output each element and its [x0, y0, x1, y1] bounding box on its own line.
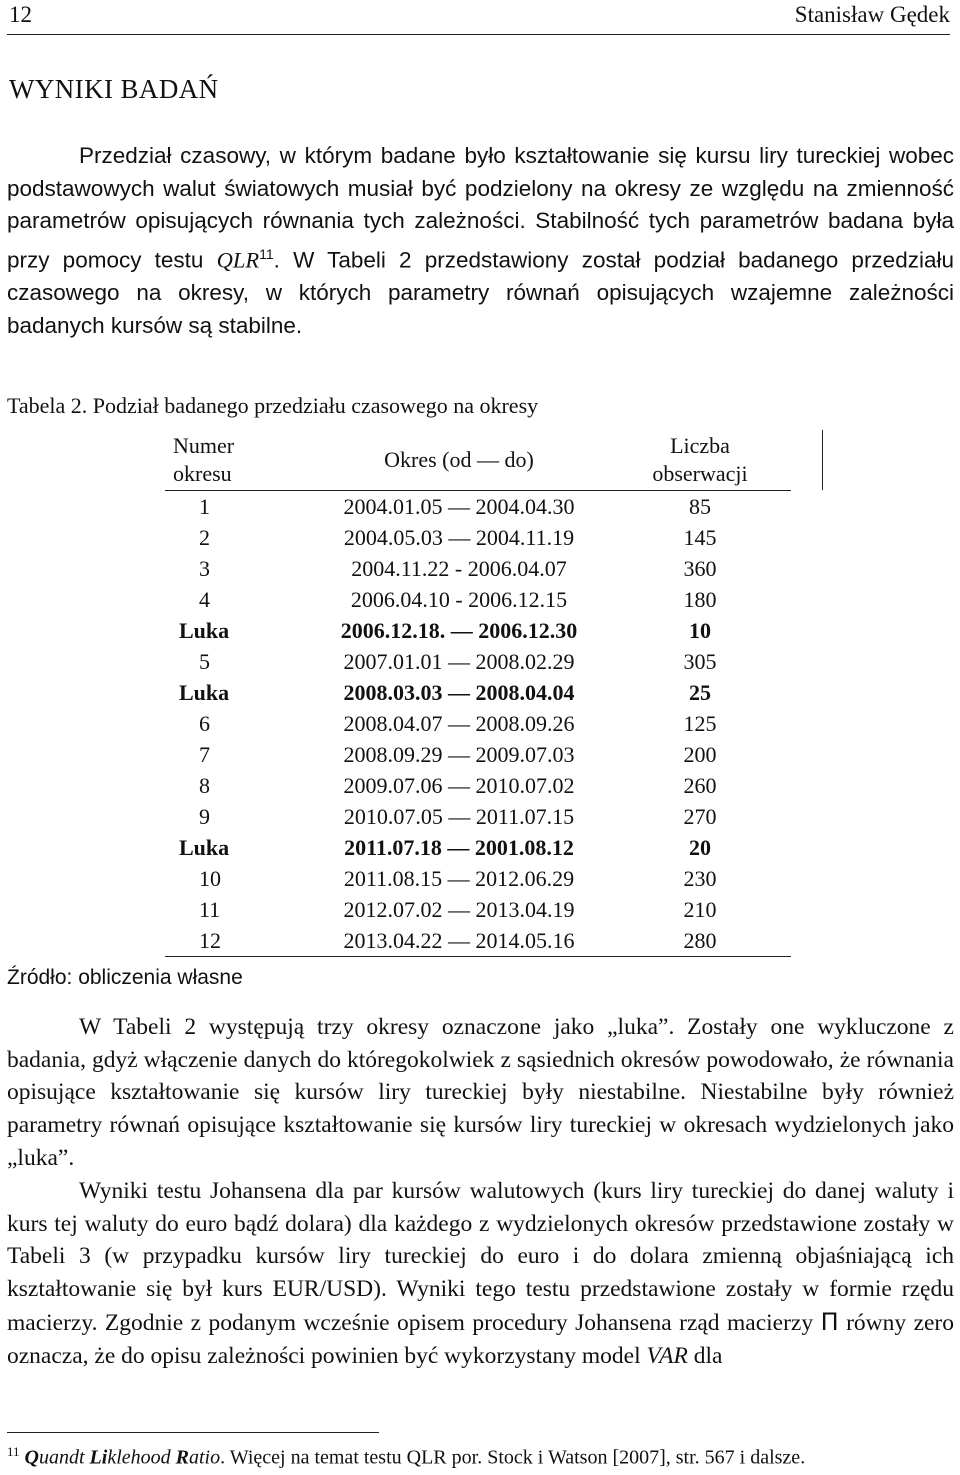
paragraph-johansen: Wyniki testu Johansena dla par kursów walutowych (kurs liry tureckiej do danej waluty i kurs tej waluty do euro bądź dolara) dla każdego z wydzielonych okresów przedstawione zostały w Tabeli 3 (w przypadku kursów liry tureckiej do euro i do dolara zmienną objaśniającą ich kształtowanie się był kurs EUR/USD). Wyniki tego testu przedstawione zostały w formie rzędu macierzy. Zgodnie z podanym wcześnie opisem procedury Johansena rząd macierzy Π równy zero oznacza, że do opisu zależności powinien być wykorzystany model VAR dla — [7, 1178, 955, 1369]
header-observations: Liczba obserwacji — [609, 430, 791, 491]
cell-period-number: 6 — [199, 711, 210, 736]
cell-period-range: 2004.01.05 — 2004.04.30 — [343, 494, 575, 519]
cell-period-number: 11 — [199, 897, 221, 922]
table-caption: Tabela 2. Podział badanego przedziału czasowego na okresy — [7, 393, 539, 418]
cell-period-number: 10 — [199, 866, 221, 891]
cell-observations: 10 — [689, 618, 711, 643]
cell-period-range: 2011.07.18 — 2001.08.12 — [344, 835, 574, 860]
table-row — [165, 770, 791, 801]
cell-period-number: 4 — [199, 587, 210, 612]
table-row — [165, 894, 791, 925]
cell-period-number: 12 — [165, 925, 309, 957]
cell-period-range: 2006.04.10 - 2006.12.15 — [350, 587, 568, 612]
cell-period-range: 2011.08.15 — 2012.06.29 — [343, 866, 575, 891]
cell-period-range: 2004.11.22 - 2006.04.07 — [351, 556, 567, 581]
table-row-gap — [165, 832, 791, 863]
page-header — [7, 0, 950, 35]
cell-observations: 280 — [609, 925, 791, 957]
cell-observations: 305 — [683, 649, 717, 674]
periods-table — [165, 430, 791, 957]
table-row — [165, 553, 791, 584]
cell-period-number: Luka — [179, 618, 230, 643]
cell-observations: 270 — [683, 804, 717, 829]
cell-period-range: 2013.04.22 — 2014.05.16 — [309, 925, 609, 957]
cell-period-range: 2008.04.07 — 2008.09.26 — [343, 711, 575, 736]
footnote: $^{11}$ Quandt Liklehood Ratio. Więcej na temat testu QLR por. Stock i Watson [2007], str. 567 i dalsze. — [7, 1444, 806, 1469]
cell-period-range: 2007.01.01 — 2008.02.29 — [343, 649, 575, 674]
table-row — [165, 925, 791, 957]
cell-observations: 260 — [683, 773, 717, 798]
cell-period-number: 1 — [199, 494, 210, 519]
cell-observations: 180 — [683, 587, 717, 612]
cell-period-number: Luka — [179, 835, 230, 860]
cell-observations: 25 — [689, 680, 711, 705]
cell-observations: 145 — [683, 525, 717, 550]
table-row — [165, 522, 791, 553]
cell-observations: 360 — [683, 556, 717, 581]
table-border-right — [822, 430, 823, 490]
page-number: 12 — [9, 2, 32, 27]
table-row-gap — [165, 615, 791, 646]
cell-observations: 230 — [683, 866, 717, 891]
cell-period-number: 3 — [199, 556, 210, 581]
paragraph-intro: Przedział czasowy, w którym badane było kształtowanie się kursu liry tureckiej wobec podstawowych walut światowych musiał być podzielony na okresy ze względu na zmienność parametrów opisujących równania tych zależności. Stabilność tych parametrów badana była przy pomocy testu QLR$^{11}$. W Tabeli 2 przedstawiony został podział badanego przedziału czasowego na okresy, w których parametry równań opisujących wzajemne zależności badanych kursów są stabilne. — [7, 143, 954, 339]
cell-period-range: 2009.07.06 — 2010.07.02 — [343, 773, 575, 798]
table-row — [165, 646, 791, 677]
table-row-gap — [165, 677, 791, 708]
table-row — [165, 584, 791, 615]
qlr-term: QLR — [216, 247, 260, 273]
pi-symbol: Π — [820, 1307, 839, 1336]
running-author: Stanisław Gędek — [794, 2, 950, 27]
header-period-number: Numer okresu — [165, 430, 309, 491]
cell-period-range: 2010.07.05 — 2011.07.15 — [343, 804, 575, 829]
cell-period-number: 9 — [199, 804, 210, 829]
footnote-ref: 11 — [259, 246, 274, 263]
cell-period-number: 5 — [199, 649, 210, 674]
cell-observations: 125 — [683, 711, 717, 736]
cell-period-range: 2008.09.29 — 2009.07.03 — [343, 742, 575, 767]
cell-observations: 200 — [683, 742, 717, 767]
table-source: Źródło: obliczenia własne — [7, 966, 243, 989]
table-row — [165, 491, 791, 523]
table-row — [165, 739, 791, 770]
cell-period-number: 7 — [199, 742, 210, 767]
table-row — [165, 708, 791, 739]
cell-period-number: 2 — [199, 525, 210, 550]
cell-period-number: 8 — [199, 773, 210, 798]
footnote-divider — [7, 1432, 379, 1433]
table-row — [165, 801, 791, 832]
table-row — [165, 863, 791, 894]
var-term: VAR — [646, 1342, 688, 1369]
cell-period-range: 2008.03.03 — 2008.04.04 — [343, 680, 575, 705]
paragraph-gaps: W Tabeli 2 występują trzy okresy oznaczone jako „luka”. Zostały one wykluczone z badania, gdyż włączenie danych do któregokolwiek z sąsiednich okresów powodowało, że równania opisujące kształtowanie się kursów liry tureckiej były niestabilne. Niestabilne były również parametry równań opisujące kształtowanie się kursów liry tureckiej w okresach wydzielonych jako „luka”. — [7, 1014, 954, 1171]
table-header-row — [165, 430, 791, 491]
cell-period-range: 2004.05.03 — 2004.11.19 — [343, 525, 575, 550]
cell-observations: 85 — [689, 494, 711, 519]
cell-period-number: Luka — [179, 680, 230, 705]
cell-period-range: 2012.07.02 — 2013.04.19 — [343, 897, 575, 922]
header-period-range: Okres (od — do) — [309, 430, 609, 491]
section-title: WYNIKI BADAŃ — [9, 74, 219, 104]
cell-period-range: 2006.12.18. — 2006.12.30 — [340, 618, 578, 643]
cell-observations: 20 — [689, 835, 711, 860]
cell-observations: 210 — [683, 897, 717, 922]
